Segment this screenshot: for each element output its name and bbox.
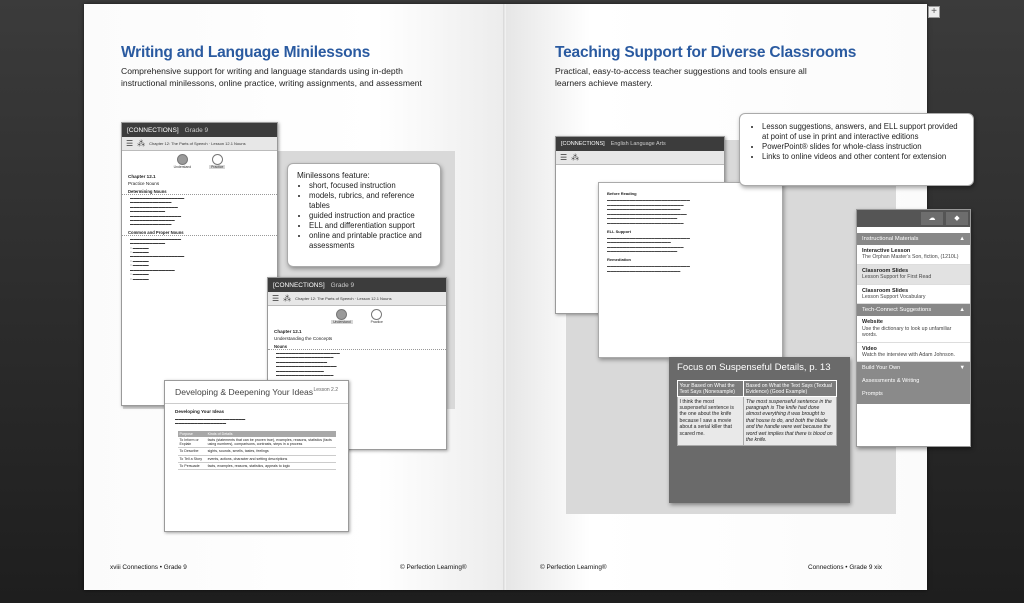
menu-icon: ☰ xyxy=(272,294,280,303)
lesson-suggestions-sheet xyxy=(598,182,783,358)
minilesson-screenshot-practice xyxy=(121,122,278,406)
panel-item[interactable] xyxy=(857,245,970,265)
brand-logo: [CONNECTIONS] xyxy=(127,126,179,134)
support-item: • PowerPoint® slides for whole-class instruction xyxy=(762,142,963,152)
body-lines: ▬▬▬▬▬▬▬▬▬▬▬▬▬▬▬▬▬▬▬▬ ▬▬▬▬▬▬▬▬▬▬▬▬▬▬▬▬▬▬ ▬▬▬▬▬▬▬▬▬▬▬▬▬▬▬▬ ▬▬▬▬▬▬▬▬▬▬▬▬▬▬▬▬▬▬▬ ▬▬▬▬▬▬▬▬▬▬▬▬▬▬▬ ▬▬▬▬▬▬▬▬▬▬▬▬▬▬▬▬▬▬ xyxy=(276,351,340,378)
table-header: Purpose xyxy=(178,431,206,437)
table-cell: To Describe xyxy=(178,448,206,455)
developing-ideas-page xyxy=(164,380,349,532)
breadcrumb: Chapter 12: The Parts of Speech · Lesson 12.1 Nouns xyxy=(149,141,246,146)
menu-icon: ☰ xyxy=(126,139,134,148)
details-table xyxy=(178,431,336,471)
table-header: Your Based on What the Text Says (Nonexample) xyxy=(678,381,744,397)
step-label: Understand xyxy=(173,165,192,169)
feature-item: • guided instruction and practice xyxy=(309,211,431,221)
table-row xyxy=(678,397,837,446)
right-section-subtitle: Practical, easy-to-access teacher suggestions and tools ensure all learners achieve mastery. xyxy=(555,66,807,88)
edition-label: English Language Arts xyxy=(610,141,666,147)
practice-lines: ▬▬▬▬▬▬▬▬▬▬▬▬▬▬▬▬▬ ▬▬▬▬▬▬▬▬▬▬▬▬▬ ▬▬▬▬▬▬▬▬▬▬▬▬▬▬▬ ▬▬▬▬▬▬▬▬▬▬▬ ▬▬▬▬▬▬▬▬▬▬▬▬▬▬▬▬ ▬▬▬▬▬▬▬▬▬▬▬▬▬▬ ▬▬▬▬▬▬▬▬▬▬▬▬▬ xyxy=(130,196,185,227)
panel-item[interactable] xyxy=(857,316,970,342)
hierarchy-icon: ⁂ xyxy=(283,294,292,303)
chapter-subtitle: Practice Nouns xyxy=(128,181,160,186)
item-subtitle: Use the dictionary to look up unfamiliar words. xyxy=(862,325,952,339)
chapter-number: Chapter 12.1 xyxy=(274,329,302,334)
item-title: Interactive Lesson xyxy=(862,248,911,254)
table-cell: To Persuade xyxy=(178,462,206,469)
chevron-up-icon: ▲ xyxy=(959,307,965,314)
left-footer-page: xviii Connections • Grade 9 xyxy=(110,564,187,571)
table-cell: facts (statements that can be proven true), examples, reasons, statistics (facts using numbers), comparisons, contrasts, steps in a process xyxy=(206,437,336,448)
progress-steps xyxy=(268,306,446,327)
lesson-heading: Remediation xyxy=(607,256,632,262)
table-header: Based on What the Text Says (Textual Evidence) (Good Example) xyxy=(744,381,837,397)
item-title: Classroom Slides xyxy=(862,287,909,294)
feature-item: • online and printable practice and assessments xyxy=(309,231,431,251)
support-item: • Links to online videos and other content for extension xyxy=(762,152,963,162)
chapter-subtitle: Understanding the Concepts xyxy=(274,336,333,341)
step-label: Practice xyxy=(211,165,224,169)
item-subtitle: The Orphan Master's Son, fiction, (1210L) xyxy=(862,254,959,261)
item-title: Video xyxy=(862,345,877,352)
chapter-number: Chapter 12.1 xyxy=(128,174,156,179)
brand-logo: [CONNECTIONS] xyxy=(561,141,605,147)
breadcrumb: Chapter 12: The Parts of Speech · Lesson 12.1 Nouns xyxy=(295,296,392,301)
table-cell: facts, examples, reasons, statistics, appeals to logic xyxy=(206,462,336,469)
lesson-text: ▬▬▬▬▬▬▬▬▬▬▬▬▬▬▬▬▬▬▬▬▬▬▬▬▬▬ ▬▬▬▬▬▬▬▬▬▬▬▬▬▬▬▬▬▬▬▬ ▬▬▬▬▬▬▬▬▬▬▬▬▬▬▬▬▬▬▬▬▬▬▬▬ ▬▬▬▬▬▬▬▬▬▬▬▬▬▬▬▬▬▬▬▬▬▬ xyxy=(607,235,690,254)
powerpoint-slide xyxy=(669,357,850,503)
right-section-title: Teaching Support for Diverse Classrooms xyxy=(555,44,857,61)
feature-item: • short, focused instruction xyxy=(309,181,431,191)
left-page xyxy=(84,4,505,590)
progress-steps xyxy=(122,151,277,172)
brand-logo: [CONNECTIONS] xyxy=(273,281,325,289)
grade-label: Grade 9 xyxy=(330,281,355,289)
slide-title: Focus on Suspenseful Details, p. 13 xyxy=(677,362,831,373)
cloud-download-icon[interactable]: ☁ xyxy=(921,212,943,225)
table-cell: events, actions, character and setting descriptions xyxy=(206,455,336,462)
lesson-text: ▬▬▬▬▬▬▬▬▬▬▬▬▬▬▬▬▬▬▬▬▬▬▬▬▬▬ ▬▬▬▬▬▬▬▬▬▬▬▬▬▬▬▬▬▬▬▬▬▬▬ xyxy=(607,263,690,273)
minilessons-feature-callout xyxy=(287,163,441,267)
table-header: Kinds of Details xyxy=(206,431,336,437)
instructional-materials-header[interactable] xyxy=(857,233,970,245)
panel-header-label: Build Your Own xyxy=(862,365,901,372)
understand-step-icon xyxy=(336,309,347,320)
table-row xyxy=(178,462,336,469)
table-cell: To Inform or Explain xyxy=(178,437,206,448)
table-row xyxy=(178,448,336,455)
hierarchy-icon: ⁂ xyxy=(137,139,146,148)
hierarchy-icon: ⁂ xyxy=(571,153,580,162)
practice-step-icon xyxy=(212,154,223,165)
lesson-subheading: Developing Your Ideas xyxy=(175,409,225,414)
build-item[interactable]: Assessments & Writing xyxy=(857,375,970,388)
section-heading: Nouns xyxy=(268,344,446,350)
table-row xyxy=(178,437,336,448)
table-cell: sights, sounds, smells, tastes, feelings xyxy=(206,448,336,455)
grade-label: Grade 9 xyxy=(184,126,209,134)
expand-icon[interactable]: + xyxy=(928,6,940,18)
section-heading: Determining Nouns xyxy=(122,189,277,195)
section-heading: Common and Proper Nouns xyxy=(122,230,277,236)
item-subtitle: Lesson Support Vocabulary xyxy=(862,294,926,301)
item-title: Website xyxy=(862,319,883,326)
build-your-own-header[interactable] xyxy=(857,362,970,375)
menu-icon: ☰ xyxy=(560,153,568,162)
panel-item[interactable] xyxy=(857,343,970,363)
lesson-heading: ELL Support xyxy=(607,228,631,234)
build-item[interactable]: Prompts xyxy=(857,388,970,404)
book-spread xyxy=(84,4,965,590)
slide-table xyxy=(677,380,837,446)
left-section-subtitle: Comprehensive support for writing and language standards using in-depth instructional minilessons, online practice, writing assignments, and assessment xyxy=(121,66,422,88)
resource-panel xyxy=(856,209,971,447)
lesson-number: Lesson 2.2 xyxy=(313,387,338,393)
item-subtitle: Lesson Support for First Read xyxy=(862,274,932,281)
table-row xyxy=(178,455,336,462)
body-lines: ▬▬▬▬▬▬▬▬▬▬▬▬▬▬▬▬▬▬▬▬▬▬ ▬▬▬▬▬▬▬▬▬▬▬▬▬▬▬▬ xyxy=(175,417,246,426)
lesson-heading: Before Reading xyxy=(607,191,637,196)
step-label: Understand xyxy=(333,320,351,324)
panel-header-label: Instructional Materials xyxy=(862,236,919,242)
table-cell: I think the most suspenseful sentence is the one about the knife because I saw a movie about a serial killer that scared me. xyxy=(678,397,744,446)
chevron-down-icon: ▼ xyxy=(959,365,965,372)
feature-heading: Minilessons feature: xyxy=(297,171,370,180)
understand-step-icon xyxy=(177,154,188,165)
teaching-support-callout xyxy=(739,113,974,186)
panel-item[interactable] xyxy=(857,285,970,305)
chevron-up-icon: ▲ xyxy=(959,236,965,242)
graduation-cap-icon[interactable]: ◆ xyxy=(946,212,968,225)
practice-lines: ▬▬▬▬▬▬▬▬▬▬▬▬▬▬▬▬ ▬▬▬▬▬▬▬▬▬▬▬ ○ ▬▬▬▬▬ ○ ▬▬▬▬▬ ▬▬▬▬▬▬▬▬▬▬▬▬▬▬▬▬▬ ○ ▬▬▬▬▬ ○ ▬▬▬▬▬ ▬▬▬▬▬▬▬▬▬▬▬▬▬▬ ○ ▬▬▬▬▬ ○ ▬▬▬▬▬ xyxy=(130,236,185,281)
right-footer-publisher: © Perfection Learning® xyxy=(540,564,607,571)
feature-item: • models, rubrics, and reference tables xyxy=(309,191,431,211)
panel-header-label: Tech-Connect Suggestions xyxy=(862,307,932,314)
lesson-text: ▬▬▬▬▬▬▬▬▬▬▬▬▬▬▬▬▬▬▬▬▬▬▬▬▬▬ ▬▬▬▬▬▬▬▬▬▬▬▬▬▬▬▬▬▬▬▬▬▬▬▬ ▬▬▬▬▬▬▬▬▬▬▬▬▬▬▬▬▬▬▬▬▬▬▬ ▬▬▬▬▬▬▬▬▬▬▬▬▬▬▬▬▬▬▬▬▬▬▬▬▬ ▬▬▬▬▬▬▬▬▬▬▬▬▬▬▬▬▬▬▬▬▬▬ ▬▬▬▬▬▬▬▬▬▬▬▬▬▬▬▬▬▬▬▬▬▬▬▬ xyxy=(607,198,690,225)
item-title: Classroom Slides xyxy=(862,267,909,274)
left-section-title: Writing and Language Minilessons xyxy=(121,44,371,61)
feature-item: • ELL and differentiation support xyxy=(309,221,431,231)
right-footer-page: Connections • Grade 9 xix xyxy=(808,564,882,571)
right-page xyxy=(506,4,965,590)
tech-connect-header[interactable] xyxy=(857,304,970,316)
practice-step-icon xyxy=(371,309,382,320)
item-subtitle: Watch the interview with Adam Johnson. xyxy=(862,352,955,359)
table-cell: The most suspenseful sentence in the paragraph is The knife had done almost everything it was brought to that house to do, and both the blade and the handle were wet because the word wet implies that there is blood on the knife. xyxy=(744,397,837,446)
step-label: Practice xyxy=(370,320,383,324)
support-item: • Lesson suggestions, answers, and ELL support provided at point of use in print and interactive editions xyxy=(762,122,963,142)
left-footer-publisher: © Perfection Learning® xyxy=(400,564,467,571)
lesson-title: Developing & Deepening Your Ideas xyxy=(175,387,314,397)
table-cell: To Tell a Story xyxy=(178,455,206,462)
panel-item[interactable] xyxy=(857,265,970,285)
